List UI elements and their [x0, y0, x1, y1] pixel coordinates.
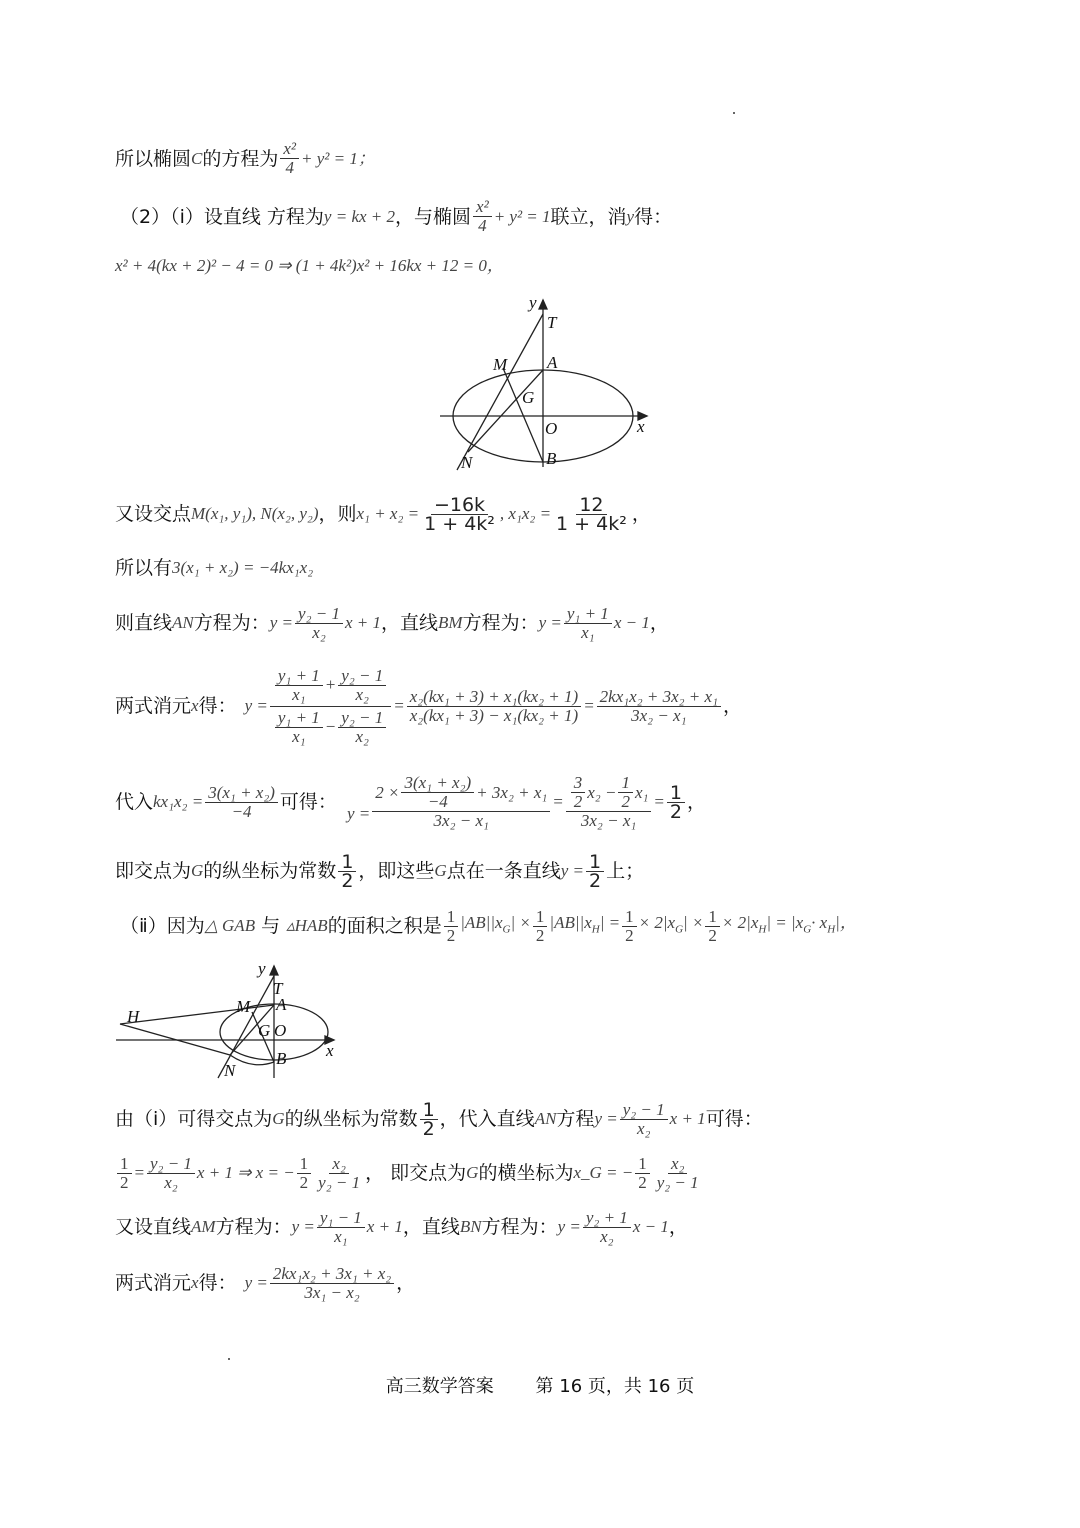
label-T: T	[547, 313, 557, 332]
denominator: 2	[589, 869, 602, 892]
label-B: B	[546, 449, 557, 468]
math: y =	[557, 1217, 581, 1236]
fraction	[622, 908, 637, 945]
denominator: x₂	[355, 726, 369, 746]
math: y = kx + 2	[323, 206, 396, 226]
label-T: T	[273, 979, 283, 998]
text: 又设直线	[115, 1216, 192, 1238]
math: x + 1	[366, 1217, 403, 1236]
math: y =	[291, 1217, 315, 1236]
label-x: x	[637, 417, 645, 436]
text: 则直线	[115, 612, 173, 634]
fraction	[147, 1155, 195, 1192]
denominator: 4	[285, 158, 294, 177]
text: 即交点为	[115, 860, 192, 882]
numerator: y₂ − 1	[147, 1155, 195, 1174]
denominator: x₂	[312, 622, 326, 642]
numerator: 3(x₁ + x₂)	[205, 784, 278, 803]
math: y =	[538, 613, 562, 632]
math: x₂ −	[587, 782, 617, 802]
numerator: 12	[576, 496, 606, 515]
scan-speck	[228, 1358, 230, 1360]
text: 方程为：	[193, 612, 270, 634]
text: ，直线	[381, 612, 439, 634]
fraction	[583, 1209, 631, 1246]
denominator: x₁	[334, 1226, 348, 1246]
label-y: y	[258, 959, 266, 978]
fraction	[270, 1265, 394, 1302]
numerator: 2kx₁x₂ + 3x₁ + x₂	[270, 1265, 394, 1284]
denominator: 3x₂ − x₁	[580, 811, 637, 830]
numerator: y₁ + 1	[564, 605, 612, 624]
denominator: x₂	[355, 684, 369, 704]
math: G	[272, 1109, 285, 1128]
line-part2-setup	[120, 198, 672, 235]
text: 又设交点	[115, 503, 192, 525]
numerator: 1	[117, 1155, 132, 1174]
math: + y² = 1；	[301, 148, 375, 168]
compound-fraction	[372, 774, 550, 830]
denominator: −4	[427, 792, 448, 811]
numerator: x²	[280, 140, 299, 159]
math-part: |，	[835, 912, 857, 932]
label-N: N	[224, 1061, 236, 1080]
text: 所以椭圆	[115, 147, 192, 170]
denominator: x₁	[292, 726, 306, 746]
text: 代入	[115, 791, 154, 813]
math: x₁ + x₂ =	[356, 504, 420, 523]
fraction	[338, 850, 356, 892]
line-an-bm	[115, 600, 669, 646]
denominator: 3x₁ − x₂	[304, 1282, 360, 1302]
math	[549, 911, 620, 941]
label-M: M	[236, 997, 251, 1016]
fraction	[705, 908, 720, 945]
math: y	[626, 206, 635, 226]
numerator	[372, 774, 550, 812]
ellipse-diagram-1	[435, 292, 655, 472]
numerator	[270, 667, 391, 707]
label-O: O	[545, 419, 558, 438]
denominator: 3x₂ − x₁	[631, 705, 687, 725]
fraction	[338, 709, 386, 746]
subscript: H	[758, 923, 767, 936]
text: 得：	[198, 695, 237, 717]
numerator: y₁ − 1	[317, 1209, 365, 1228]
fraction	[275, 709, 323, 746]
ellipse-diagram-2	[112, 958, 344, 1080]
text: 方程为：	[481, 1216, 558, 1238]
math: =	[393, 696, 405, 715]
math-part: | =	[599, 912, 621, 932]
math: y =	[346, 804, 371, 823]
text: 由（ⅰ）可得交点为	[115, 1108, 273, 1130]
math: △ GAB	[204, 916, 256, 935]
y-axis-arrow	[539, 300, 547, 309]
math: x + 1	[669, 1109, 706, 1128]
label-O: O	[274, 1021, 287, 1040]
fraction	[205, 784, 278, 821]
numerator: −16k	[431, 496, 488, 515]
numerator: x₂	[668, 1155, 687, 1174]
math: BN	[459, 1217, 482, 1236]
denominator: x₂	[636, 1118, 651, 1138]
denominator: 2	[638, 1172, 647, 1192]
text: ，	[631, 503, 651, 525]
text: 方程为：	[215, 1216, 292, 1238]
fraction	[275, 667, 323, 704]
numerator: 1	[586, 853, 604, 872]
denominator: 2	[120, 1172, 129, 1192]
math-part: · x	[811, 912, 828, 932]
fraction	[280, 140, 299, 177]
denominator: x₂(kx₁ + 3) − x₁(kx₂ + 1)	[409, 705, 579, 725]
denominator: 2	[621, 792, 630, 811]
denominator: 2	[535, 925, 545, 945]
denominator: 3x₂ − x₁	[433, 811, 489, 830]
text: 可得：	[279, 791, 337, 813]
denominator: 2	[573, 792, 583, 811]
math: + y² = 1	[493, 206, 551, 226]
denominator: −4	[231, 801, 252, 821]
math: x₁	[634, 782, 649, 802]
math: AN	[534, 1109, 557, 1128]
line-area-product	[120, 904, 857, 948]
text: 方程	[556, 1108, 595, 1130]
math: x − 1	[613, 613, 650, 632]
numerator: 1	[444, 908, 459, 927]
math: kx₁x₂ =	[153, 792, 204, 811]
fraction	[473, 198, 492, 235]
fraction	[635, 1155, 650, 1192]
numerator: 1	[705, 908, 720, 927]
numerator: x²	[473, 198, 492, 217]
label-y: y	[529, 293, 537, 312]
numerator: 1	[533, 908, 548, 927]
denominator: 2	[446, 925, 456, 945]
line-quadratic	[115, 254, 504, 278]
denominator: y₂ − 1	[318, 1172, 361, 1192]
line-relation	[115, 556, 313, 580]
math: ▵HAB	[286, 916, 328, 935]
math-part: |AB||x	[549, 912, 592, 932]
fraction	[444, 908, 459, 945]
label-N: N	[461, 453, 473, 472]
math	[460, 911, 531, 941]
fraction	[421, 493, 498, 535]
fraction	[295, 605, 343, 642]
math: +	[324, 675, 337, 694]
denominator: 2	[708, 925, 717, 945]
numerator: y₂ + 1	[583, 1209, 631, 1228]
text: 的纵坐标为常数	[203, 860, 337, 882]
math: y =	[560, 861, 584, 880]
denominator: 1 + 4k²	[424, 512, 495, 535]
numerator: 3	[571, 774, 586, 793]
numerator	[566, 774, 652, 812]
text: 所以有	[115, 557, 173, 579]
text: ，	[668, 1216, 688, 1238]
numerator: 1	[667, 784, 685, 803]
label-H: H	[127, 1007, 140, 1026]
math: G	[434, 861, 447, 880]
fraction	[564, 605, 612, 642]
text: ，与椭圆	[395, 205, 472, 228]
math: =	[653, 792, 665, 811]
line-am-bn	[115, 1204, 688, 1250]
fraction	[571, 774, 586, 811]
math-part: | ×	[683, 912, 704, 932]
fraction	[401, 774, 474, 811]
denominator: x₁	[292, 684, 306, 704]
math: −	[324, 717, 337, 736]
line-g-abscissa	[115, 1150, 704, 1196]
label-x: x	[326, 1041, 334, 1060]
text: ，则	[318, 503, 357, 525]
denominator: 2	[299, 1172, 309, 1192]
fraction	[597, 688, 721, 725]
line-substitute	[115, 764, 706, 840]
math: x + 1	[344, 613, 382, 632]
numerator: x₂(kx₁ + 3) + x₁(kx₂ + 1)	[407, 688, 581, 707]
fraction	[338, 667, 386, 704]
text: ，代入直线	[439, 1108, 535, 1130]
fraction	[586, 850, 604, 892]
footer-subject: 高三数学答案	[385, 1376, 494, 1397]
numerator: 1	[618, 774, 633, 793]
numerator: 1	[635, 1155, 650, 1174]
text: 点在一条直线	[446, 860, 561, 882]
subscript: G	[502, 923, 511, 936]
math: + 3x₂ + x₁	[476, 782, 548, 802]
text: 联立，消	[550, 205, 627, 228]
text: 的横坐标为	[478, 1162, 574, 1184]
denominator: 1 + 4k²	[556, 512, 627, 535]
math: , x₁x₂ =	[499, 504, 552, 523]
text: 的方程为	[202, 147, 279, 170]
label-A: A	[276, 995, 287, 1014]
fraction	[654, 1155, 702, 1192]
denominator: 2	[422, 1117, 435, 1140]
numerator: 1	[420, 1101, 438, 1120]
math: M(x₁, y₁), N(x₂, y₂)	[191, 504, 319, 523]
numerator: 1	[338, 853, 356, 872]
compound-fraction	[270, 667, 391, 746]
text: ，直线	[402, 1216, 460, 1238]
text: 两式消元	[115, 695, 192, 717]
line-eliminate-x	[115, 656, 742, 756]
denominator	[270, 707, 391, 746]
line-g-ordinate	[115, 848, 644, 894]
numerator: 3(x₁ + x₂)	[401, 774, 474, 793]
numerator: y₂ − 1	[295, 605, 343, 624]
math: x² + 4(kx + 2)² − 4 = 0 ⇒ (1 + 4k²)x² + 16kx + 12 = 0，	[115, 256, 504, 275]
math: =	[133, 1163, 145, 1182]
text: ，即这些	[358, 860, 435, 882]
text: 上；	[606, 860, 645, 882]
label-B: B	[276, 1049, 287, 1068]
text: 可得：	[705, 1108, 763, 1130]
fraction	[420, 1098, 438, 1140]
subscript: G	[803, 923, 812, 936]
math: G	[191, 861, 204, 880]
text: （ⅱ）因为	[120, 915, 205, 937]
fraction	[407, 688, 581, 725]
line-MB	[503, 368, 543, 462]
numerator: y₁ + 1	[275, 709, 323, 728]
text: ，	[722, 695, 742, 717]
fraction	[317, 1209, 365, 1246]
math-part: × 2|x	[721, 912, 759, 932]
numerator: 2kx₁x₂ + 3x₂ + x₁	[597, 688, 721, 707]
denominator: x₁	[581, 622, 595, 642]
math: AM	[191, 1217, 216, 1236]
line-H-A	[120, 1005, 274, 1024]
label-G: G	[258, 1021, 271, 1040]
math: y =	[244, 1273, 268, 1292]
math-part: |AB||x	[460, 912, 503, 932]
fraction	[618, 774, 633, 811]
text: 与	[261, 915, 281, 937]
fraction	[315, 1155, 363, 1192]
denominator: 2	[669, 800, 682, 823]
math: C	[191, 148, 203, 168]
denominator: 2	[341, 869, 354, 892]
text: 方程为：	[462, 612, 539, 634]
math-part: | ×	[510, 912, 531, 932]
math	[639, 911, 704, 941]
math: 2 ×	[375, 782, 400, 802]
text: ，	[396, 1272, 416, 1294]
denominator: x₂	[600, 1226, 614, 1246]
y-axis-arrow	[270, 966, 278, 975]
label-A: A	[547, 353, 558, 372]
math: AN	[172, 613, 194, 632]
line-ellipse-equation	[115, 140, 375, 177]
text: 的纵坐标为常数	[284, 1108, 418, 1130]
math: x + 1 ⇒ x = −	[196, 1163, 295, 1182]
math: =	[583, 696, 595, 715]
math: y =	[594, 1109, 618, 1128]
line-vieta	[115, 490, 651, 538]
fraction	[620, 1101, 668, 1138]
footer-page-number: 第 16 页，共 16 页	[535, 1376, 695, 1397]
math: BM	[438, 613, 463, 632]
denominator: x₂	[164, 1172, 178, 1192]
math: x_G = −	[573, 1163, 634, 1182]
numerator: x₂	[329, 1155, 348, 1174]
line-substitute-an	[115, 1096, 763, 1142]
fraction	[533, 908, 548, 945]
math: x	[191, 696, 199, 715]
text: 得：	[198, 1272, 237, 1294]
fraction	[553, 493, 630, 535]
text: 两式消元	[115, 1272, 192, 1294]
text: ，	[649, 612, 669, 634]
numerator: 1	[622, 908, 637, 927]
numerator: 1	[297, 1155, 312, 1174]
math	[722, 911, 857, 941]
page-footer	[0, 1372, 1080, 1398]
subscript: H	[827, 923, 836, 936]
scan-speck	[733, 112, 735, 114]
numerator: y₂ − 1	[338, 667, 386, 686]
math: y =	[269, 613, 294, 632]
compound-fraction	[566, 774, 652, 830]
numerator: y₂ − 1	[620, 1101, 668, 1120]
math: G	[466, 1163, 479, 1182]
math: y =	[244, 696, 268, 715]
text: ，	[687, 791, 707, 813]
subscript: G	[675, 923, 684, 936]
fraction	[117, 1155, 132, 1192]
numerator: y₂ − 1	[338, 709, 386, 728]
math-part: | = |x	[766, 912, 804, 932]
text: 的面积之积是	[327, 915, 442, 937]
text: （2）（ⅰ）设直线 方程为	[120, 205, 324, 228]
math-part: × 2|x	[638, 912, 676, 932]
math: 3(x₁ + x₂) = −4kx₁x₂	[172, 558, 314, 577]
line-eliminate-x-2	[115, 1260, 415, 1306]
denominator: y₂ − 1	[656, 1172, 699, 1192]
fraction	[297, 1155, 312, 1192]
denominator: 2	[625, 925, 634, 945]
text: 得：	[634, 205, 673, 228]
text: ， 即交点为	[365, 1162, 467, 1184]
numerator: y₁ + 1	[275, 667, 323, 686]
subscript: H	[591, 923, 600, 936]
fraction	[667, 781, 685, 823]
math: =	[552, 792, 564, 811]
label-G: G	[522, 388, 535, 407]
denominator: 4	[478, 216, 487, 235]
math: x	[191, 1273, 199, 1292]
math: x − 1	[632, 1217, 669, 1236]
label-M: M	[493, 355, 508, 374]
